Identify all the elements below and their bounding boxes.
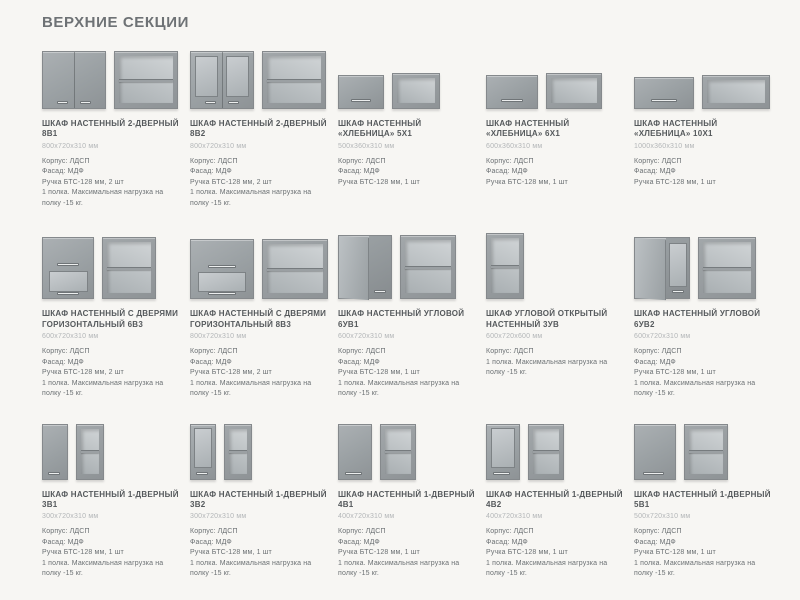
product-name: ШКАФ НАСТЕННЫЙ 1-ДВЕРНЫЙ 3В1 [42,489,179,509]
product-spec-line: Ручка БТС-128 мм, 1 шт [190,549,272,557]
product-spec-line: Фасад: МДФ [42,168,84,176]
product-spec-line: Ручка БТС-128 мм, 2 шт [42,178,124,186]
product-spec-line: Фасад: МДФ [42,538,84,546]
product-images [190,47,328,109]
cabinet-open-shelf-illustration [528,424,564,480]
corner-cabinet-glass-closed-illustration [634,237,690,299]
product-name: ШКАФ НАСТЕННЫЙ 1-ДВЕРНЫЙ 5В1 [634,489,771,509]
product-images [634,47,772,109]
cabinet-open-shelf-illustration [400,235,456,299]
product-dimensions: 600х720х600 мм [486,333,543,341]
product-spec-line: 1 полка. Максимальная нагрузка на полку -15 кг. [190,379,312,398]
product-card [190,47,328,209]
product-card [42,420,180,580]
product-images [486,420,624,480]
product-spec-line: Ручка БТС-128 мм, 1 шт [338,369,420,377]
cabinet-horizontal-2door-closed-illustration [190,239,254,299]
product-name: ШКАФ НАСТЕННЫЙ «ХЛЕБНИЦА» 5Х1 [338,119,422,139]
cabinet-1door-closed-illustration [338,424,372,480]
cabinet-1door-closed-illustration [634,424,676,480]
product-specs [486,347,624,379]
product-name: ШКАФ УГЛОВОЙ ОТКРЫТЫЙ НАСТЕННЫЙ 3УВ [486,309,608,329]
product-spec-line: Фасад: МДФ [634,168,676,176]
product-specs [190,157,328,210]
product-card [338,420,476,580]
product-specs [634,157,772,189]
product-spec-line: Корпус: ЛДСП [486,348,534,356]
cabinet-1door-closed-illustration [42,424,68,480]
cabinet-1door-glass-illustration [190,424,216,480]
product-images [634,229,772,299]
product-spec-line: Ручка БТС-128 мм, 1 шт [338,178,420,186]
product-card [486,229,624,399]
product-spec-line: 1 полка. Максимальная нагрузка на полку -15 кг. [338,379,460,398]
product-images [42,420,180,480]
product-images [486,47,624,109]
product-spec-line: Корпус: ЛДСП [190,528,238,536]
product-spec-line: Фасад: МДФ [486,538,528,546]
cabinet-open-shelf-illustration [698,237,756,299]
product-spec-line: Корпус: ЛДСП [190,157,238,165]
product-images [486,229,624,299]
product-name: ШКАФ НАСТЕННЫЙ 1-ДВЕРНЫЙ 4В2 [486,489,623,509]
page-title: ВЕРХНИЕ СЕКЦИИ [42,14,189,31]
product-dimensions: 500х360х310 мм [338,142,395,150]
product-spec-line: Корпус: ЛДСП [486,528,534,536]
breadbox-closed-illustration [338,75,384,109]
product-dimensions: 800х720х310 мм [190,333,247,341]
product-dimensions: 300х720х310 мм [42,513,99,521]
product-specs [338,157,476,189]
product-name: ШКАФ НАСТЕННЫЙ 1-ДВЕРНЫЙ 3В2 [190,489,327,509]
product-spec-line: Фасад: МДФ [190,538,232,546]
product-spec-line: Фасад: МДФ [634,358,676,366]
product-spec-line: Корпус: ЛДСП [634,348,682,356]
product-spec-line: Ручка БТС-128 мм, 2 шт [190,369,272,377]
product-dimensions: 300х720х310 мм [190,513,247,521]
product-dimensions: 800х720х310 мм [190,142,247,150]
product-card [338,229,476,399]
product-dimensions: 1000х360х310 мм [634,142,695,150]
product-dimensions: 600х720х310 мм [338,333,395,341]
product-spec-line: Ручка БТС-128 мм, 2 шт [190,178,272,186]
product-dimensions: 600х720х310 мм [634,333,691,341]
product-spec-line: 1 полка. Максимальная нагрузка на полку -15 кг. [42,379,164,398]
product-card [190,229,328,399]
cabinet-2door-closed-illustration [42,51,106,109]
product-spec-line: 1 полка. Максимальная нагрузка на полку -15 кг. [486,559,608,578]
product-spec-line: 1 полка. Максимальная нагрузка на полку -15 кг. [190,189,312,207]
product-spec-line: Ручка БТС-128 мм, 1 шт [42,549,124,557]
product-spec-line: Ручка БТС-128 мм, 1 шт [634,369,716,377]
product-spec-line: Корпус: ЛДСП [338,348,386,356]
product-specs [42,347,180,400]
product-specs [42,157,180,210]
product-dimensions: 800х720х310 мм [42,142,99,150]
product-specs [634,347,772,400]
product-spec-line: Фасад: МДФ [42,358,84,366]
product-spec-line: Корпус: ЛДСП [42,348,90,356]
cabinet-open-shelf-illustration [262,239,328,299]
product-spec-line: 1 полка. Максимальная нагрузка на полку -15 кг. [42,189,164,207]
breadbox-open-illustration [702,75,770,109]
product-name: ШКАФ НАСТЕННЫЙ 1-ДВЕРНЫЙ 4В1 [338,489,475,509]
product-spec-line: Ручка БТС-128 мм, 1 шт [338,549,420,557]
cabinet-open-shelf-illustration [380,424,416,480]
product-name: ШКАФ НАСТЕННЫЙ С ДВЕРЯМИ ГОРИЗОНТАЛЬНЫЙ 8В3 [190,309,327,329]
cabinet-horizontal-2door-closed-illustration [42,237,94,299]
product-dimensions: 500х720х310 мм [634,513,691,521]
cabinet-open-shelf-illustration [684,424,728,480]
product-spec-line: Фасад: МДФ [338,358,380,366]
product-images [338,47,476,109]
product-spec-line: 1 полка. Максимальная нагрузка на полку -15 кг. [634,379,756,398]
product-images [338,420,476,480]
breadbox-open-illustration [546,73,602,109]
cabinet-open-shelf-illustration [486,233,524,299]
product-spec-line: Ручка БТС-128 мм, 1 шт [486,549,568,557]
product-specs [486,527,624,580]
product-spec-line: Корпус: ЛДСП [486,157,534,165]
product-images [42,229,180,299]
product-name: ШКАФ НАСТЕННЫЙ «ХЛЕБНИЦА» 6Х1 [486,119,570,139]
product-card [634,47,772,209]
breadbox-open-illustration [392,73,440,109]
product-name: ШКАФ НАСТЕННЫЙ «ХЛЕБНИЦА» 10Х1 [634,119,718,139]
product-spec-line: Корпус: ЛДСП [42,528,90,536]
cabinet-open-shelf-illustration [102,237,156,299]
product-dimensions: 400х720х310 мм [338,513,395,521]
product-card [42,229,180,399]
product-card [486,47,624,209]
product-name: ШКАФ НАСТЕННЫЙ С ДВЕРЯМИ ГОРИЗОНТАЛЬНЫЙ 6В3 [42,309,179,329]
cabinet-1door-glass-illustration [486,424,520,480]
product-spec-line: Корпус: ЛДСП [634,157,682,165]
product-name: ШКАФ НАСТЕННЫЙ 2-ДВЕРНЫЙ 8В2 [190,119,327,139]
product-spec-line: Корпус: ЛДСП [42,157,90,165]
product-spec-line: Фасад: МДФ [338,168,380,176]
product-spec-line: Ручка БТС-128 мм, 1 шт [486,178,568,186]
product-card [42,47,180,209]
product-card [190,420,328,580]
product-specs [338,527,476,580]
cabinet-open-shelf-illustration [76,424,104,480]
product-spec-line: 1 полка. Максимальная нагрузка на полку -15 кг. [486,358,608,377]
product-specs [486,157,624,189]
breadbox-closed-illustration [634,77,694,109]
product-specs [42,527,180,580]
product-images [190,420,328,480]
product-images [338,229,476,299]
product-specs [190,347,328,400]
product-specs [634,527,772,580]
product-card [634,229,772,399]
product-dimensions: 600х360х310 мм [486,142,543,150]
cabinet-open-shelf-illustration [224,424,252,480]
product-spec-line: Корпус: ЛДСП [190,348,238,356]
product-spec-line: Ручка БТС-128 мм, 1 шт [634,549,716,557]
product-name: ШКАФ НАСТЕННЫЙ УГЛОВОЙ 6УВ2 [634,309,761,329]
product-spec-line: 1 полка. Максимальная нагрузка на полку -15 кг. [338,559,460,578]
breadbox-closed-illustration [486,75,538,109]
product-dimensions: 600х720х310 мм [42,333,99,341]
product-dimensions: 400х720х310 мм [486,513,543,521]
product-spec-line: 1 полка. Максимальная нагрузка на полку -15 кг. [42,559,164,578]
product-card [634,420,772,580]
product-spec-line: Корпус: ЛДСП [338,157,386,165]
product-spec-line: 1 полка. Максимальная нагрузка на полку -15 кг. [190,559,312,578]
product-images [634,420,772,480]
product-card [486,420,624,580]
product-specs [190,527,328,580]
product-specs [338,347,476,400]
product-spec-line: Ручка БТС-128 мм, 2 шт [42,369,124,377]
product-spec-line: Фасад: МДФ [190,358,232,366]
cabinet-2door-glass-illustration [190,51,254,109]
product-spec-line: Фасад: МДФ [634,538,676,546]
product-card [338,47,476,209]
cabinet-open-shelf-illustration [114,51,178,109]
product-spec-line: Фасад: МДФ [190,168,232,176]
product-images [190,229,328,299]
product-spec-line: Фасад: МДФ [486,168,528,176]
product-spec-line: 1 полка. Максимальная нагрузка на полку -15 кг. [634,559,756,578]
product-spec-line: Корпус: ЛДСП [634,528,682,536]
product-name: ШКАФ НАСТЕННЫЙ УГЛОВОЙ 6УВ1 [338,309,465,329]
cabinet-open-shelf-illustration [262,51,326,109]
product-spec-line: Фасад: МДФ [338,538,380,546]
product-spec-line: Корпус: ЛДСП [338,528,386,536]
corner-cabinet-closed-illustration [338,235,392,299]
product-spec-line: Ручка БТС-128 мм, 1 шт [634,178,716,186]
product-grid [0,47,800,580]
product-name: ШКАФ НАСТЕННЫЙ 2-ДВЕРНЫЙ 8В1 [42,119,179,139]
product-images [42,47,180,109]
